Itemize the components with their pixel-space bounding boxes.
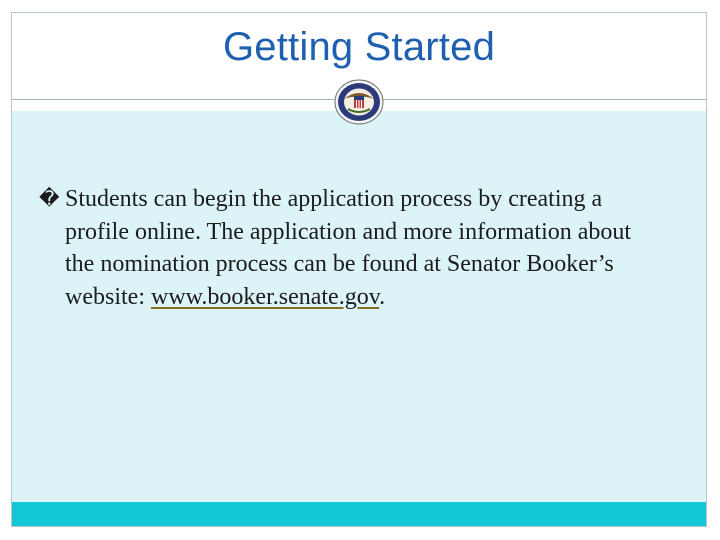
senate-seal-icon (334, 79, 384, 125)
body-text-end: . (379, 283, 386, 310)
senator-website-link[interactable]: www.booker.senate.gov (150, 283, 380, 310)
slide-title: Getting Started (222, 25, 496, 69)
bottom-accent-bar (12, 502, 706, 526)
body-text (39, 182, 649, 313)
body-text-main: Students can begin the application process by creating a profile online. The application and more information about the nomination process can be found at Senator Booker’s website: (65, 186, 632, 310)
bullet-paragraph (39, 182, 649, 313)
bullet-marker: � (39, 186, 60, 210)
